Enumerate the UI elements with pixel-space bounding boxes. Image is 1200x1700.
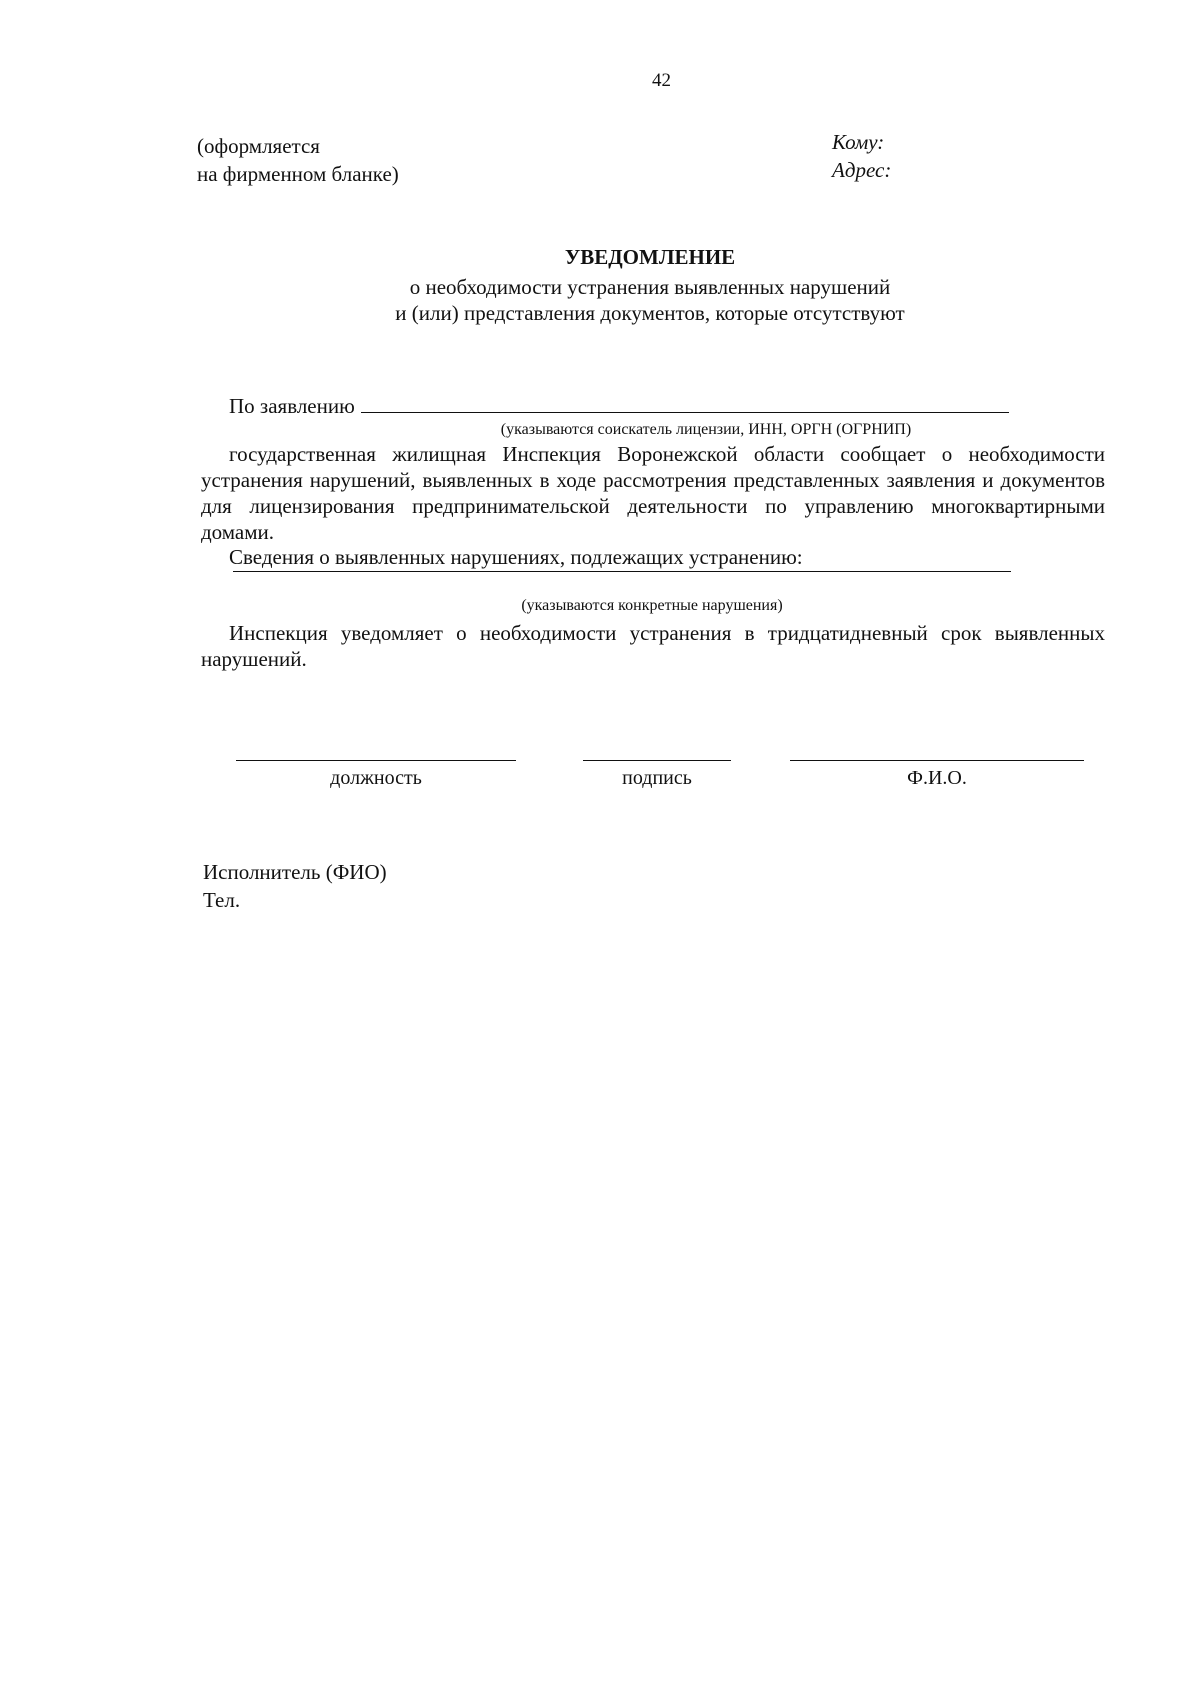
violations-fill-line[interactable]: [233, 571, 1011, 572]
position-fill-line[interactable]: [236, 760, 516, 761]
page-number: 42: [652, 70, 671, 91]
applicant-label: По заявлению: [229, 394, 355, 418]
letterhead-note: [197, 132, 399, 188]
document-subtitle-line-1: о необходимости устранения выявленных нарушений: [409, 275, 891, 299]
recipient-to-label: Кому:: [832, 130, 885, 154]
recipient-block: [832, 128, 891, 184]
executor-name-label: Исполнитель (ФИО): [203, 860, 387, 884]
letterhead-note-line-2: на фирменном бланке): [197, 162, 399, 186]
executor-block: [203, 858, 387, 914]
violations-intro: Сведения о выявленных нарушениях, подлежащих устранению:: [229, 545, 803, 569]
recipient-address-label: Адрес:: [832, 158, 892, 182]
position-label: должность: [330, 767, 422, 789]
applicant-row: [229, 394, 1009, 419]
deadline-paragraph: Инспекция уведомляет о необходимости устранения в тридцатидневный срок выявленных нарушений.: [201, 621, 1105, 671]
letterhead-note-line-1: (оформляется: [197, 134, 320, 158]
document-subtitle-line-2: и (или) представления документов, которые отсутствуют: [395, 301, 905, 325]
fio-fill-line[interactable]: [790, 760, 1084, 761]
executor-phone-label: Тел.: [203, 888, 241, 912]
violations-hint: (указываются конкретные нарушения): [521, 597, 783, 614]
applicant-fill-line[interactable]: [361, 394, 1009, 413]
document-title: УВЕДОМЛЕНИЕ: [564, 245, 736, 269]
fio-label: Ф.И.О.: [907, 767, 967, 789]
signature-label: подпись: [622, 767, 692, 789]
applicant-hint: (указываются соискатель лицензии, ИНН, ОРГН (ОГРНИП): [500, 421, 912, 438]
main-paragraph: государственная жилищная Инспекция Воронежской области сообщает о необходимости устранения нарушений, выявленных в ходе рассмотрения представленных заявления и документов для лицензирования предпринимательской деятельности по управлению многоквартирными домами.: [201, 442, 1105, 544]
signature-fill-line[interactable]: [583, 760, 731, 761]
